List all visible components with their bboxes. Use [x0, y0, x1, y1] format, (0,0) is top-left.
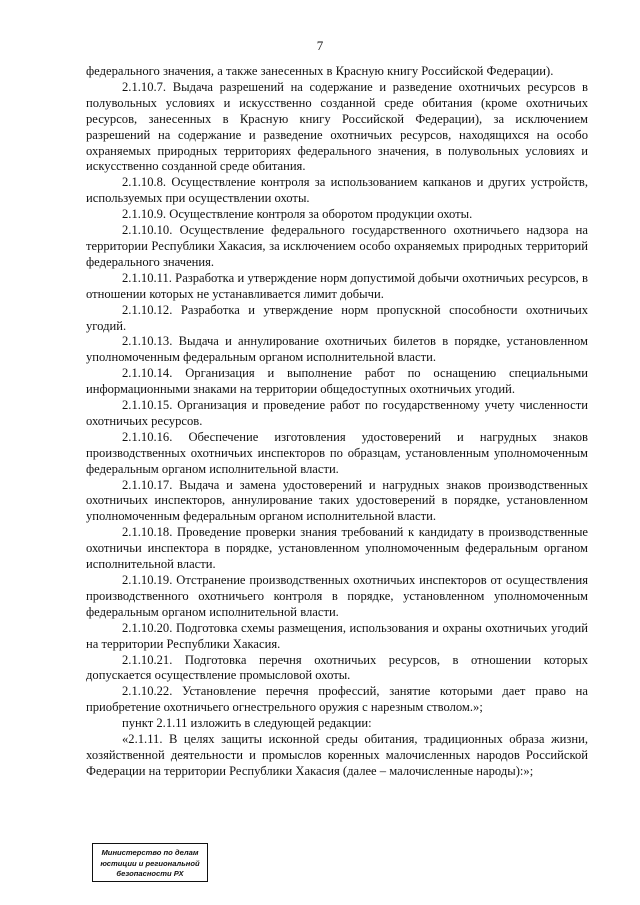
- paragraph: «2.1.11. В целях защиты исконной среды обитания, традиционных образа жизни, хозяйственной деятельности и промыслов коренных малочисленных народов Российской Федерации на территории Республики Хакасия (далее – малочисленные народы):»;: [86, 732, 588, 778]
- stamp-line: безопасности РХ: [116, 869, 184, 878]
- paragraph: пункт 2.1.11 изложить в следующей редакции:: [122, 716, 372, 731]
- paragraph: 2.1.10.19. Отстранение производственных охотничьих инспекторов от осуществления производственного охотничьего контроля в порядке, установленном уполномоченным федеральным органом исполнительной власти.: [86, 573, 588, 619]
- paragraph: 2.1.10.7. Выдача разрешений на содержание и разведение охотничьих ресурсов в полувольных условиях и искусственно созданной среде обитания (кроме охотничьих ресурсов, занесенных в Красную книгу Российской Федерации), за исключением разрешений на содержание и разведение охотничьих ресурсов, находящихся на особо охраняемых природных территориях федерального значения, в полувольных условиях и искусственно созданной среде обитания.: [86, 79, 588, 174]
- paragraph: 2.1.10.10. Осуществление федерального государственного охотничьего надзора на территории Республики Хакасия, за исключением особо охраняемых природных территорий федерального значения.: [86, 223, 588, 269]
- paragraph: 2.1.10.18. Проведение проверки знания требований к кандидату в производственные охотничьи инспектора в порядке, установленном уполномоченным федеральным органом исполнительной власти.: [86, 525, 588, 572]
- document-body: [86, 64, 588, 780]
- paragraph: федерального значения, а также занесенных в Красную книгу Российской Федерации).: [86, 64, 554, 78]
- paragraph: 2.1.10.15. Организация и проведение работ по государственному учету численности охотничьих ресурсов.: [86, 398, 588, 428]
- paragraph: 2.1.10.13. Выдача и аннулирование охотничьих билетов в порядке, установленном уполномоченным федеральным органом исполнительной власти.: [86, 334, 588, 365]
- paragraph: 2.1.10.17. Выдача и замена удостоверений и нагрудных знаков производственных охотничьих инспекторов, аннулирование таких удостоверений в порядке, установленном уполномоченным федеральным органом исполнительной власти.: [86, 477, 588, 524]
- paragraph: 2.1.10.9. Осуществление контроля за оборотом продукции охоты.: [122, 207, 473, 222]
- ministry-stamp: [92, 843, 208, 882]
- paragraph: 2.1.10.12. Разработка и утверждение норм пропускной способности охотничьих угодий.: [86, 302, 588, 333]
- paragraph: 2.1.10.22. Установление перечня профессий, занятие которыми дает право на приобретение охотничьего огнестрельного оружия с нарезным стволом.»;: [86, 684, 588, 715]
- paragraph: 2.1.10.20. Подготовка схемы размещения, использования и охраны охотничьих угодий на территории Республики Хакасия.: [86, 620, 588, 651]
- paragraph: 2.1.10.16. Обеспечение изготовления удостоверений и нагрудных знаков производственных охотничьих инспекторов по образцам, установленным уполномоченным федеральным органом исполнительной власти.: [86, 429, 588, 476]
- stamp-line: Министерство по делам: [101, 848, 199, 857]
- paragraph: 2.1.10.8. Осуществление контроля за использованием капканов и других устройств, используемых при осуществлении охоты.: [86, 175, 588, 206]
- page-number: 7: [316, 38, 324, 53]
- paragraph: 2.1.10.11. Разработка и утверждение норм допустимой добычи охотничьих ресурсов, в отношении которых не устанавливается лимит добычи.: [86, 270, 588, 301]
- paragraph: 2.1.10.21. Подготовка перечня охотничьих ресурсов, в отношении которых допускается осуществление промысловой охоты.: [86, 652, 588, 683]
- paragraph: 2.1.10.14. Организация и выполнение работ по оснащению специальными информационными знаками на территории общедоступных охотничьих угодий.: [86, 366, 588, 397]
- stamp-line: юстиции и региональной: [100, 858, 200, 868]
